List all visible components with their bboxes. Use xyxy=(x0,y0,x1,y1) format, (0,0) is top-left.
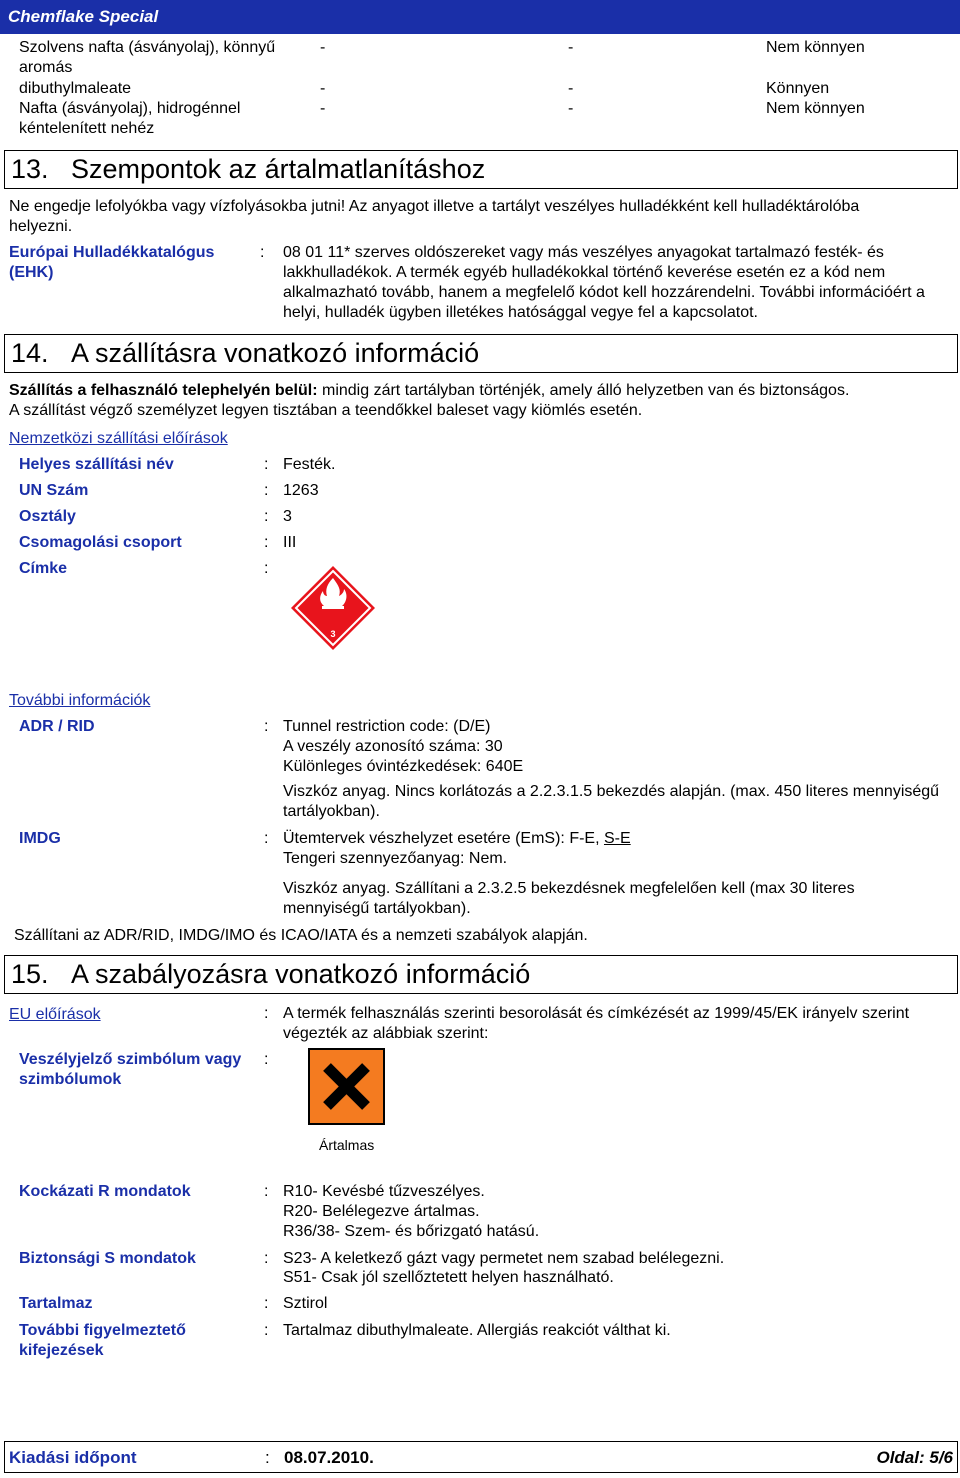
solvent-col2: - xyxy=(568,100,574,117)
adr-note: Viszkóz anyag. Nincs korlátozás a 2.2.3.1.5 bekezdés alapján. (max. 450 literes mennyiségű tartályokban). xyxy=(283,783,940,820)
colon: : xyxy=(264,1183,269,1200)
additional-warnings-value: Tartalmaz dibuthylmaleate. Allergiás reakciót válthat ki. xyxy=(283,1322,671,1339)
section-13-title: Szempontok az ártalmatlanításhoz xyxy=(71,154,486,184)
site-transport-text xyxy=(9,381,954,401)
solvent-col1: - xyxy=(320,39,326,56)
imdg-ems-link[interactable]: S-E xyxy=(603,830,631,847)
hazard-symbol-label: Veszélyjelző szimbólum vagy szimbólumok xyxy=(19,1051,242,1088)
hazard-symbol-caption: Ártalmas xyxy=(319,1137,375,1153)
colon: : xyxy=(264,482,269,499)
colon: : xyxy=(264,456,269,473)
imdg-ems-line xyxy=(283,829,631,849)
adr-line: Tunnel restriction code: (D/E) xyxy=(283,718,491,735)
section-13-number: 13. xyxy=(11,154,49,184)
section-14-header xyxy=(4,334,958,373)
risk-phrase: R36/38- Szem- és bőrizgató hatású. xyxy=(283,1223,540,1240)
colon: : xyxy=(264,1250,269,1267)
solvent-name: Nafta (ásványolaj), hidrogénnel kéntelenített nehéz xyxy=(19,100,241,137)
colon: : xyxy=(264,718,269,735)
colon: : xyxy=(264,830,269,847)
disposal-text: Ne engedje lefolyókba vagy vízfolyásokba jutni! Az anyagot illetve a tartályt veszélyes hulladékként kell hulladéktárolóba helyezni. xyxy=(9,198,860,235)
imdg-ems-text: Ütemtervek vészhelyzet esetére (EmS): F-E, xyxy=(283,830,604,847)
row-value: 3 xyxy=(283,508,292,525)
intl-transport-heading: Nemzetközi szállítási előírások xyxy=(9,430,228,447)
row-value: 1263 xyxy=(283,482,319,499)
risk-phrases-label: Kockázati R mondatok xyxy=(19,1183,191,1200)
label-class-number: 3 xyxy=(330,629,336,639)
ehk-value: 08 01 11* szerves oldószereket vagy más veszélyes anyagokat tartalmazó festék- és lakkhulladékok. A termék egyéb hulladékokkal történő keverése esetén ez a kód nem alkalmazható tovább, hanem a megfelelő kódot kell hozzárendelni. További információért a helyi, hulladék ügyben illetékes hatósággal vegye fel a kapcsolatot. xyxy=(283,244,925,321)
solvent-col3: Könnyen xyxy=(766,80,830,97)
row-label: UN Szám xyxy=(19,482,89,499)
additional-warnings-label: További figyelmeztető kifejezések xyxy=(19,1322,186,1359)
adr-line: Különleges óvintézkedések: 640E xyxy=(283,758,524,775)
row-value: Festék. xyxy=(283,456,336,473)
issue-date-label: Kiadási időpont xyxy=(9,1448,137,1467)
issue-date-value: 08.07.2010. xyxy=(284,1448,374,1467)
row-label: Címke xyxy=(19,560,68,577)
safety-phrase: S51- Csak jól szellőztetett helyen használható. xyxy=(283,1269,614,1286)
colon: : xyxy=(264,1322,269,1339)
row-label: Helyes szállítási név xyxy=(19,456,174,473)
more-info-heading: További információk xyxy=(9,692,151,709)
contains-label: Tartalmaz xyxy=(19,1295,93,1312)
site-transport-value: mindig zárt tartályban történjék, amely álló helyzetben van és biztonságos. xyxy=(317,382,850,399)
solvent-col2: - xyxy=(568,80,574,97)
solvent-col1: - xyxy=(320,100,326,117)
colon: : xyxy=(264,534,269,551)
row-label: Osztály xyxy=(19,508,76,525)
solvent-col3: Nem könnyen xyxy=(766,100,865,117)
flammable-label-icon xyxy=(289,564,377,652)
adr-label: ADR / RID xyxy=(19,718,95,735)
colon: : xyxy=(264,508,269,525)
imdg-note: Viszkóz anyag. Szállítani a 2.3.2.5 bekezdésnek megfelelően kell (max 30 literes mennyiségű tartályokban). xyxy=(283,880,855,917)
safety-phrase: S23- A keletkező gázt vagy permetet nem szabad belélegezni. xyxy=(283,1250,725,1267)
footer-bar xyxy=(4,1441,958,1473)
solvent-name: dibuthylmaleate xyxy=(19,80,132,97)
row-label: Csomagolási csoport xyxy=(19,534,182,551)
page-number: Oldal: 5/6 xyxy=(876,1448,953,1467)
solvent-col2: - xyxy=(568,39,574,56)
eu-regulations-heading: EU előírások xyxy=(9,1006,101,1023)
site-transport-label: Szállítás a felhasználó telephelyén belül: xyxy=(9,382,318,399)
solvent-col3: Nem könnyen xyxy=(766,39,865,56)
colon: : xyxy=(264,1295,269,1312)
colon: : xyxy=(265,1448,270,1467)
colon: : xyxy=(264,1005,269,1022)
row-value: III xyxy=(283,534,297,551)
header-bar xyxy=(0,0,960,34)
section-15-title: A szabályozásra vonatkozó információ xyxy=(71,959,531,989)
solvent-col1: - xyxy=(320,80,326,97)
eu-regulations-text: A termék felhasználás szerinti besorolását és címkézését az 1999/45/EK irányelv szerint végezték az alábbiak szerint: xyxy=(283,1005,910,1042)
ehk-label: Európai Hulladékkatalógus (EHK) xyxy=(9,244,215,281)
imdg-label: IMDG xyxy=(19,830,61,847)
section-14-number: 14. xyxy=(11,338,49,368)
safety-phrases-label: Biztonsági S mondatok xyxy=(19,1250,196,1267)
imdg-marine-pollutant: Tengeri szennyezőanyag: Nem. xyxy=(283,850,508,867)
risk-phrase: R10- Kevésbé tűzveszélyes. xyxy=(283,1183,485,1200)
solvent-name: Szolvens nafta (ásványolaj), könnyű aromás xyxy=(19,39,276,76)
section-13-header xyxy=(4,150,958,189)
colon: : xyxy=(264,1051,269,1068)
risk-phrase: R20- Belélegezve ártalmas. xyxy=(283,1203,480,1220)
brand-title: Chemflake Special xyxy=(8,7,159,26)
site-transport-text2: A szállítást végző személyzet legyen tisztában a teendőkkel baleset vagy kiömlés esetén. xyxy=(9,402,643,419)
section-15-number: 15. xyxy=(11,959,49,989)
colon: : xyxy=(260,244,265,261)
colon: : xyxy=(264,560,269,577)
adr-line: A veszély azonosító száma: 30 xyxy=(283,738,503,755)
transport-regulation-note: Szállítani az ADR/RID, IMDG/IMO és ICAO/IATA és a nemzeti szabályok alapján. xyxy=(14,927,588,944)
section-14-title: A szállításra vonatkozó információ xyxy=(71,338,480,368)
contains-value: Sztirol xyxy=(283,1295,328,1312)
section-15-header xyxy=(4,955,958,994)
harmful-xn-icon xyxy=(308,1048,385,1125)
